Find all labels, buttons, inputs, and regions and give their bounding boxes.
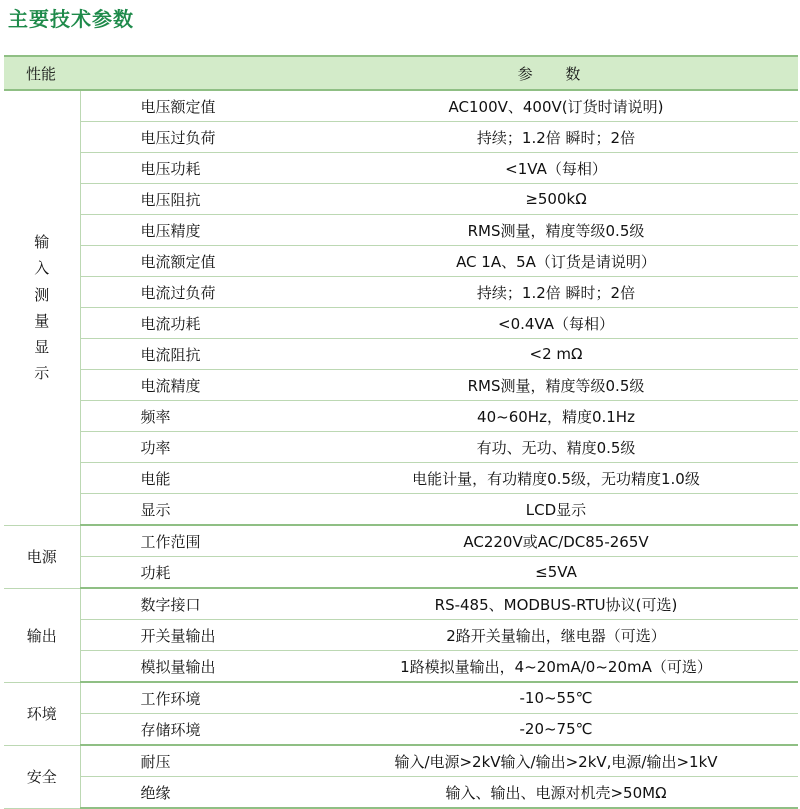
header-category: 性能: [4, 56, 80, 90]
param-value: ≤5VA: [314, 557, 798, 589]
param-value: 1路模拟量输出，4~20mA/0~20mA（可选）: [314, 651, 798, 683]
param-name: 电压阻抗: [80, 184, 314, 215]
param-name: 电压功耗: [80, 153, 314, 184]
param-name: 电流阻抗: [80, 339, 314, 370]
table-row: [4, 153, 798, 184]
table-row: [4, 184, 798, 215]
param-name: 功率: [80, 432, 314, 463]
spec-table: [4, 55, 798, 809]
param-name: 电压额定值: [80, 90, 314, 122]
group-label-power: [4, 525, 80, 588]
table-row: [4, 308, 798, 339]
param-name: 数字接口: [80, 588, 314, 620]
table-row: [4, 714, 798, 746]
param-name: 工作范围: [80, 525, 314, 557]
group-label-output: [4, 588, 80, 682]
param-value: AC100V、400V(订货时请说明): [314, 90, 798, 122]
table-row: [4, 90, 798, 122]
param-name: 显示: [80, 494, 314, 526]
param-value: <2 mΩ: [314, 339, 798, 370]
param-name: 电能: [80, 463, 314, 494]
param-name: 电流额定值: [80, 246, 314, 277]
table-row: [4, 122, 798, 153]
table-row: [4, 339, 798, 370]
group-label-input: [4, 90, 80, 525]
table-row: [4, 588, 798, 620]
param-value: RMS测量，精度等级0.5级: [314, 370, 798, 401]
table-header-row: [4, 56, 798, 90]
param-value: 持续；1.2倍 瞬时；2倍: [314, 277, 798, 308]
param-name: 绝缘: [80, 777, 314, 809]
param-value: 输入/电源>2kV输入/输出>2kV,电源/输出>1kV: [314, 745, 798, 777]
param-name: 模拟量输出: [80, 651, 314, 683]
param-value: <0.4VA（每相）: [314, 308, 798, 339]
param-name: 频率: [80, 401, 314, 432]
param-value: -10~55℃: [314, 682, 798, 714]
param-name: 开关量输出: [80, 620, 314, 651]
param-name: 工作环境: [80, 682, 314, 714]
param-name: 存储环境: [80, 714, 314, 746]
group-name: 电源: [26, 548, 57, 566]
group-label-environment: [4, 682, 80, 745]
param-value: -20~75℃: [314, 714, 798, 746]
param-value: 输入、输出、电源对机壳>50MΩ: [314, 777, 798, 809]
table-row: [4, 525, 798, 557]
table-row: [4, 277, 798, 308]
table-row: [4, 682, 798, 714]
table-row: [4, 777, 798, 809]
param-name: 电流功耗: [80, 308, 314, 339]
table-row: [4, 215, 798, 246]
param-value: 持续；1.2倍 瞬时；2倍: [314, 122, 798, 153]
table-row: [4, 432, 798, 463]
param-value: ≥500kΩ: [314, 184, 798, 215]
param-value: 40~60Hz，精度0.1Hz: [314, 401, 798, 432]
param-value: RMS测量，精度等级0.5级: [314, 215, 798, 246]
param-name: 电流精度: [80, 370, 314, 401]
table-row: [4, 745, 798, 777]
header-spacer: [80, 56, 314, 90]
param-name: 电压精度: [80, 215, 314, 246]
param-value: 电能计量，有功精度0.5级，无功精度1.0级: [314, 463, 798, 494]
param-value: AC220V或AC/DC85-265V: [314, 525, 798, 557]
table-row: [4, 401, 798, 432]
table-row: [4, 651, 798, 683]
table-row: [4, 494, 798, 526]
page-title: 主要技术参数: [8, 7, 134, 31]
param-name: 电压过负荷: [80, 122, 314, 153]
group-name: 环境: [26, 705, 57, 723]
param-value: RS-485、MODBUS-RTU协议(可选): [314, 588, 798, 620]
table-row: [4, 370, 798, 401]
group-name: 输入测量显示: [34, 233, 50, 383]
param-value: 2路开关量输出，继电器（可选）: [314, 620, 798, 651]
group-name: 输出: [26, 626, 57, 645]
param-name: 电流过负荷: [80, 277, 314, 308]
param-value: <1VA（每相）: [314, 153, 798, 184]
group-name: 安全: [26, 768, 57, 786]
table-row: [4, 246, 798, 277]
table-row: [4, 463, 798, 494]
table-row: [4, 620, 798, 651]
param-value: 有功、无功、精度0.5级: [314, 432, 798, 463]
table-row: [4, 557, 798, 589]
param-name: 耐压: [80, 745, 314, 777]
header-value: 参 数: [314, 56, 798, 90]
param-value: AC 1A、5A（订货是请说明）: [314, 246, 798, 277]
group-label-safety: [4, 745, 80, 808]
param-value: LCD显示: [314, 494, 798, 526]
param-name: 功耗: [80, 557, 314, 589]
